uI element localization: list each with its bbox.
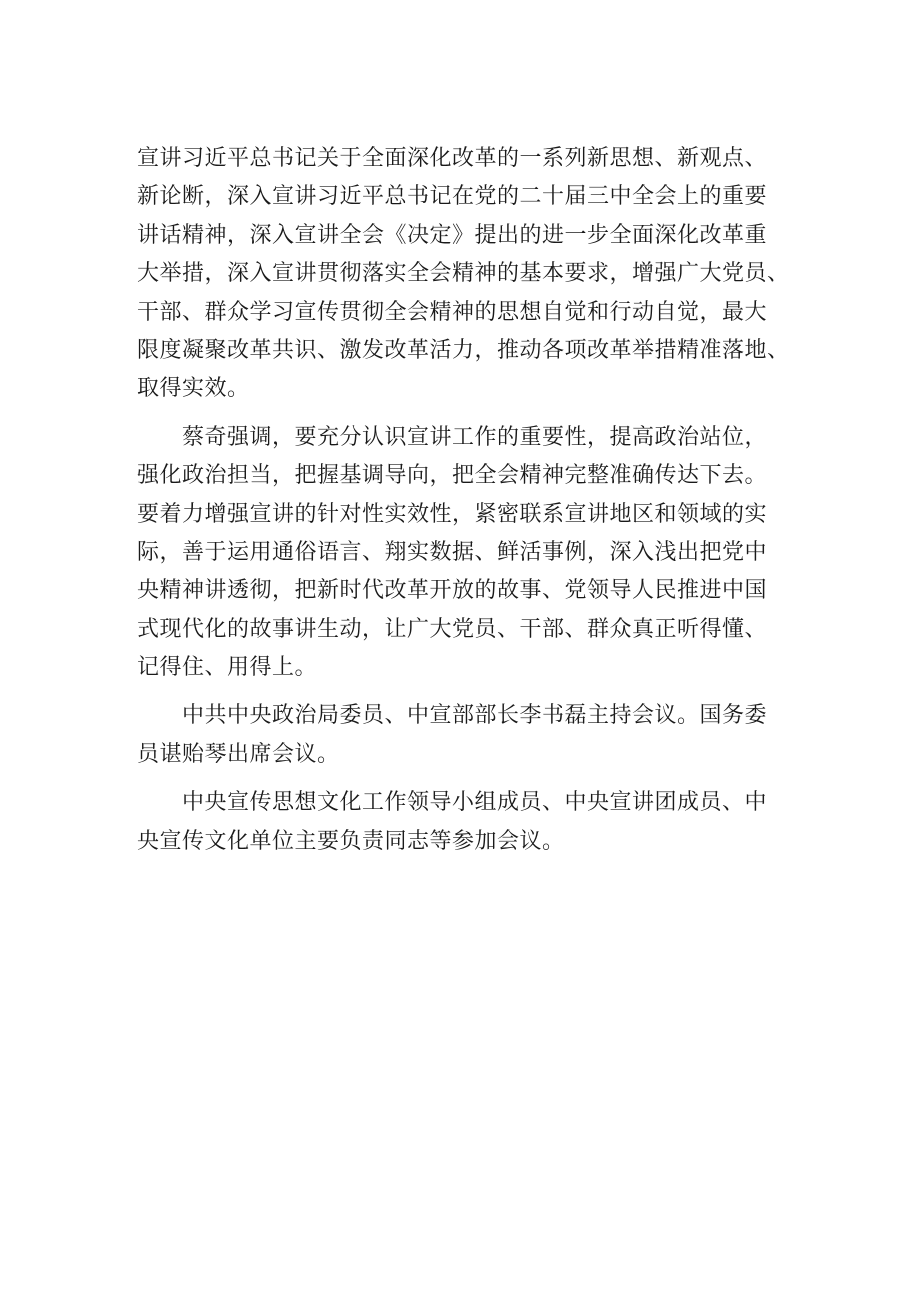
paragraph xyxy=(137,697,797,774)
text-line: 干部、群众学习宣传贯彻全会精神的思想自觉和行动自觉，最大 xyxy=(137,299,768,325)
text-line: 大举措，深入宣讲贯彻落实全会精神的基本要求，增强广大党员、 xyxy=(137,261,790,287)
article-body xyxy=(137,140,797,861)
paragraph-spacer xyxy=(137,687,797,697)
paragraph xyxy=(137,140,797,409)
text-line: 强化政治担当，把握基调导向，把全会精神完整准确传达下去。 xyxy=(137,463,768,489)
text-line: 宣讲习近平总书记关于全面深化改革的一系列新思想、新观点、 xyxy=(137,146,768,171)
paragraph xyxy=(137,784,797,861)
paragraph-spacer xyxy=(137,774,797,784)
text-line: 限度凝聚改革共识、激发改革活力，推动各项改革举措精准落地、 xyxy=(137,337,790,363)
text-line: 新论断，深入宣讲习近平总书记在党的二十届三中全会上的重要 xyxy=(137,184,768,210)
paragraph-spacer xyxy=(137,409,797,419)
text-line: 央精神讲透彻，把新时代改革开放的故事、党领导人民推进中国 xyxy=(137,578,768,604)
text-line: 际，善于运用通俗语言、翔实数据、鲜活事例，深入浅出把党中 xyxy=(137,539,768,565)
text-line: 员谌贻琴出席会议。 xyxy=(137,741,340,767)
paragraph xyxy=(137,419,797,688)
text-line: 讲话精神，深入宣讲全会《决定》提出的进一步全面深化改革重 xyxy=(137,222,768,248)
text-line: 要着力增强宣讲的针对性实效性，紧密联系宣讲地区和领域的实 xyxy=(137,501,768,527)
text-line: 中共中央政治局委员、中宣部部长李书磊主持会议。国务委 xyxy=(137,703,768,729)
text-line: 式现代化的故事讲生动，让广大党员、干部、群众真正听得懂、 xyxy=(137,616,768,642)
text-line: 央宣传文化单位主要负责同志等参加会议。 xyxy=(137,828,565,854)
text-line: 记得住、用得上。 xyxy=(137,655,318,681)
text-line: 中央宣传思想文化工作领导小组成员、中央宣讲团成员、中 xyxy=(137,790,768,816)
text-line: 取得实效。 xyxy=(137,376,250,402)
text-line: 蔡奇强调，要充分认识宣讲工作的重要性，提高政治站位， xyxy=(137,424,768,450)
